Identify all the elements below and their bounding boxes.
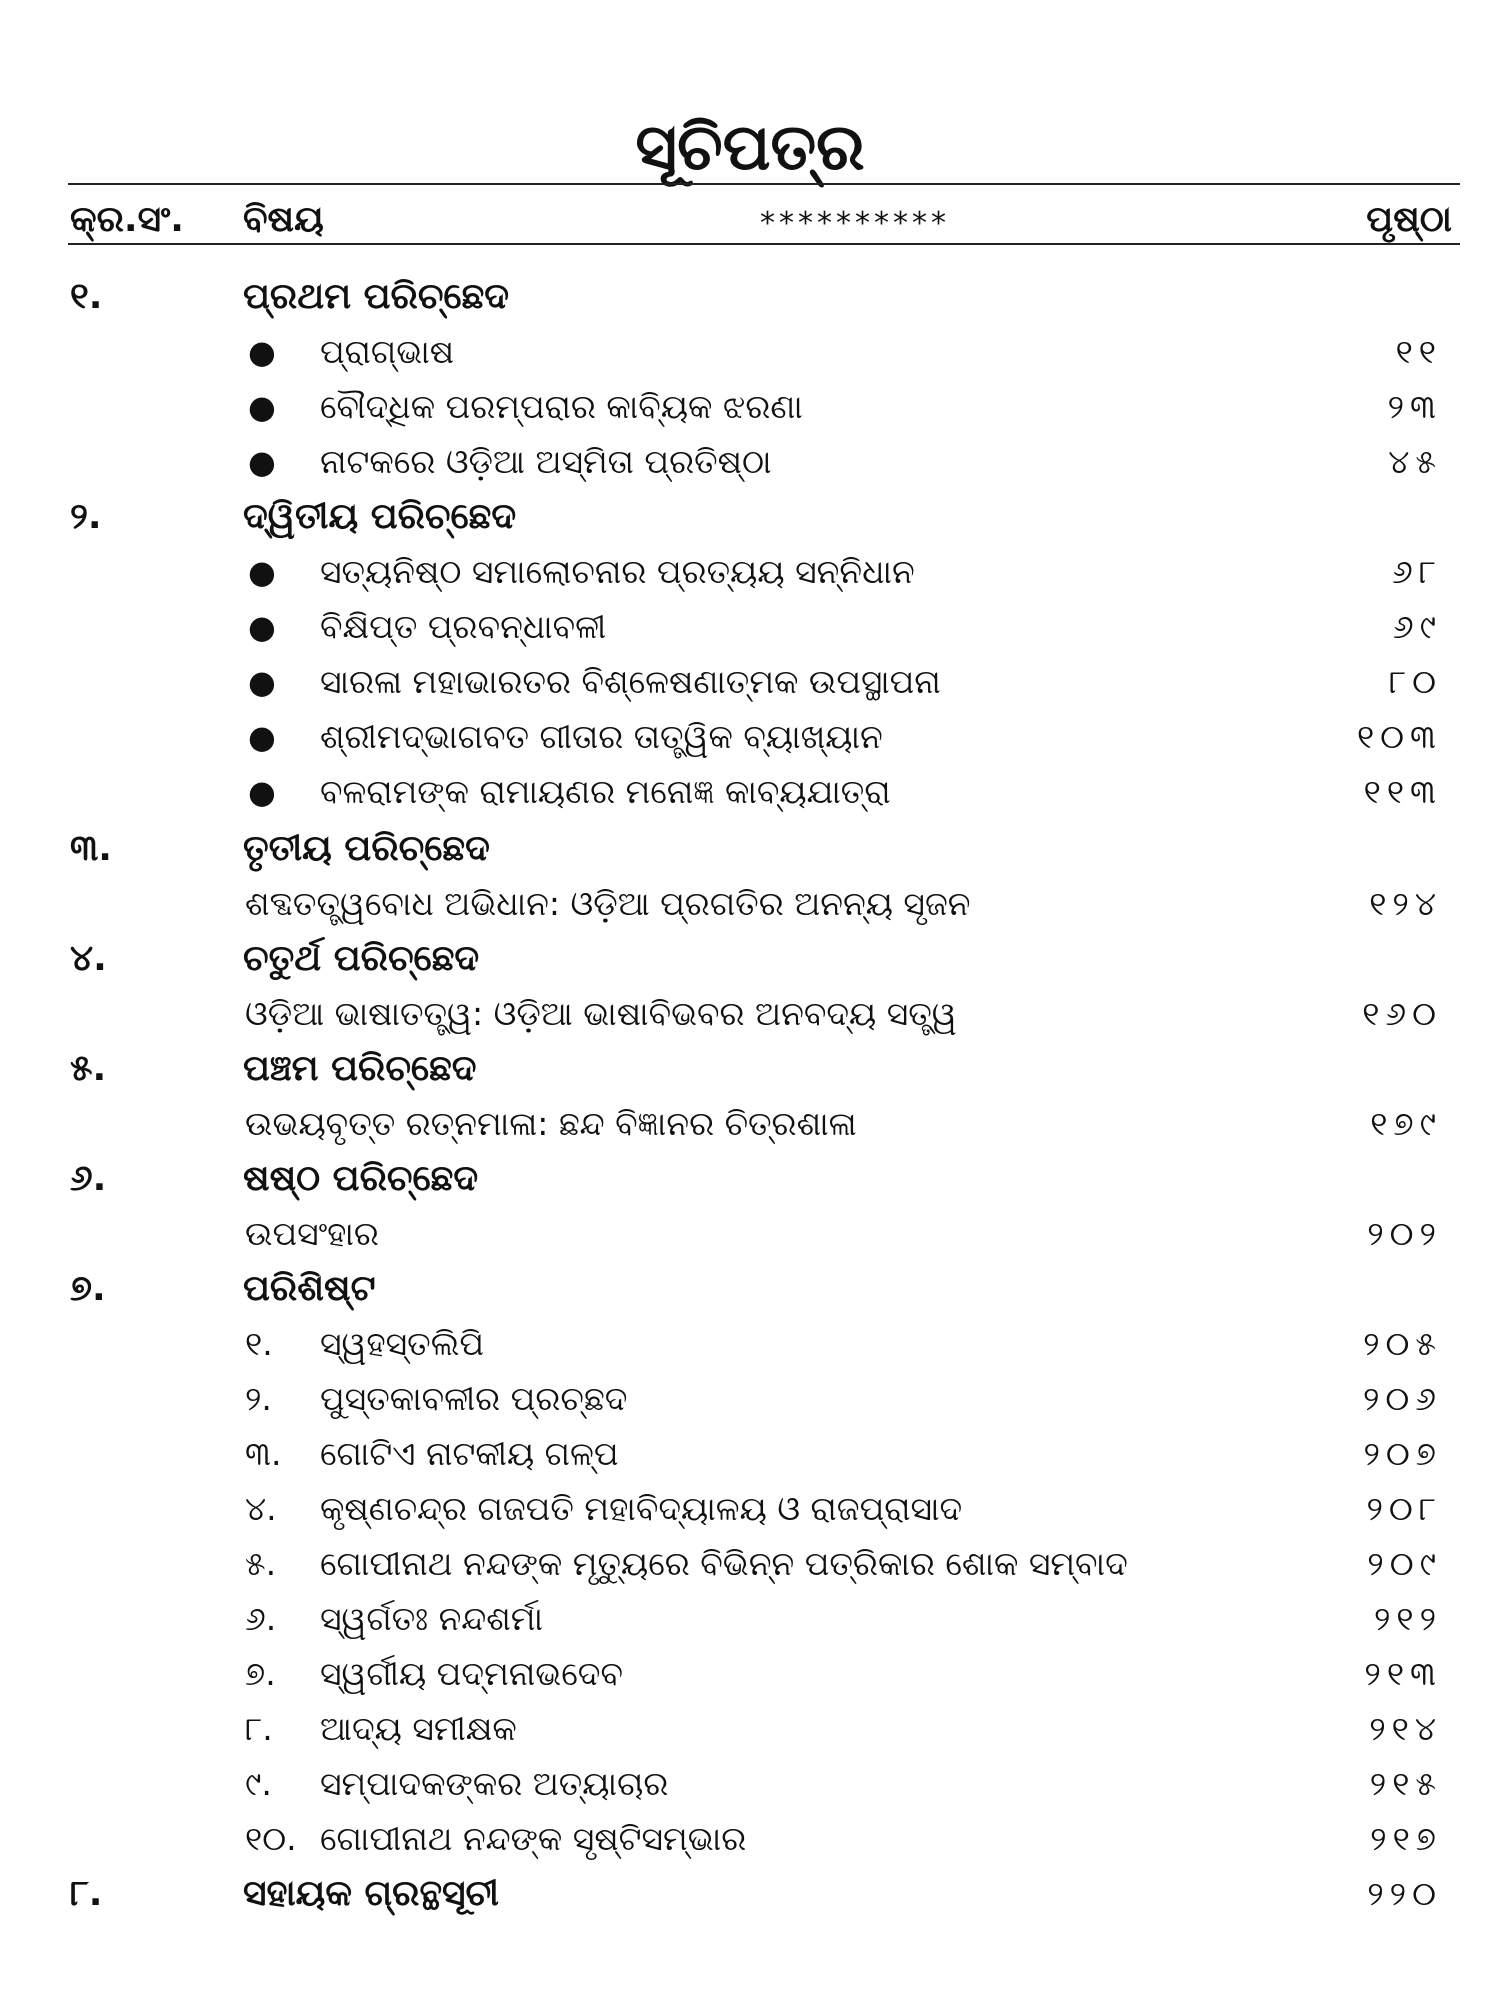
bullet-icon: ● (248, 553, 276, 591)
toc-chapter-2[interactable] (0, 490, 1500, 544)
item-index: ୭. (245, 1654, 276, 1693)
appendix-item[interactable] (0, 1317, 1500, 1371)
item-index: ୫. (245, 1544, 277, 1583)
page-number: ୨୩ (1387, 387, 1442, 426)
item-title: ଆଦ୍ୟ ସମୀକ୍ଷକ (320, 1709, 517, 1748)
header-subject-label: ବିଷୟ (243, 199, 324, 240)
toc-item[interactable] (0, 600, 1500, 654)
header-page-label: ପୃଷ୍ଠା (1366, 199, 1452, 240)
chapter-number: ୭. (70, 1268, 106, 1309)
toc-chapter-4[interactable] (0, 932, 1500, 986)
chapter-number: ୧. (70, 276, 103, 317)
page-number: ୨୧୪ (1369, 1709, 1442, 1748)
chapter-title: ତୃତୀୟ ପରିଚ୍ଛେଦ (243, 828, 490, 869)
appendix-item[interactable] (0, 1702, 1500, 1756)
appendix-item[interactable] (0, 1812, 1500, 1866)
page-number: ୨୦୫ (1363, 1324, 1442, 1363)
page-number: ୨୨୦ (1367, 1874, 1442, 1913)
item-title: ଉଭୟବୃତ୍ତ ରତ୍ନମାଳା: ଛନ୍ଦ ବିଜ୍ଞାନର ଚିତ୍ରଶାଳା (245, 1104, 857, 1143)
item-title: ଶବ୍ଦତତ୍ତ୍ୱବୋଧ ଅଭିଧାନ: ଓଡ଼ିଆ ପ୍ରଗତିର ଅନନ୍ୟ ସୃଜନ (245, 884, 971, 923)
item-index: ୬. (245, 1599, 277, 1638)
page-number: ୨୦୮ (1366, 1489, 1442, 1528)
item-title: ପୁସ୍ତକାବଳୀର ପ୍ରଚ୍ଛଦ (320, 1379, 628, 1418)
page-number: ୨୧୩ (1364, 1654, 1442, 1693)
bullet-icon: ● (248, 718, 276, 756)
toc-item[interactable] (0, 380, 1500, 434)
toc-chapter-8[interactable] (0, 1867, 1500, 1921)
toc-item[interactable] (0, 987, 1500, 1041)
item-title: ବିକ୍ଷିପ୍ତ ପ୍ରବନ୍ଧାବଳୀ (320, 607, 607, 646)
bullet-icon: ● (248, 663, 276, 701)
chapter-number: ୨. (70, 496, 102, 537)
toc-item[interactable] (0, 877, 1500, 931)
appendix-item[interactable] (0, 1592, 1500, 1646)
chapter-title: ସହାୟକ ଗ୍ରନ୍ଥସୂଚୀ (243, 1873, 499, 1914)
toc-item[interactable] (0, 765, 1500, 819)
bullet-icon: ● (248, 773, 276, 811)
chapter-title: ପରିଶିଷ୍ଟ (243, 1268, 376, 1309)
toc-chapter-7[interactable] (0, 1262, 1500, 1316)
toc-chapter-5[interactable] (0, 1042, 1500, 1096)
item-title: ଶ୍ରୀମଦ୍‌ଭାଗବତ ଗୀତାର ତାତ୍ତ୍ୱିକ ବ୍ୟାଖ୍ୟାନ (320, 717, 883, 756)
page-number: ୧୭୯ (1370, 1104, 1442, 1143)
page-number: ୧୧୩ (1363, 772, 1442, 811)
item-title: ସତ୍ୟନିଷ୍ଠ ସମାଲୋଚନାର ପ୍ରତ୍ୟୟ ସନ୍ନିଧାନ (320, 552, 915, 591)
item-index: ୮. (245, 1709, 273, 1748)
toc-item[interactable] (0, 710, 1500, 764)
toc-item[interactable] (0, 1207, 1500, 1261)
header-stars: ********** (760, 206, 950, 241)
page-number: ୨୦୭ (1363, 1434, 1442, 1473)
page-number: ୧୬୦ (1362, 994, 1442, 1033)
toc-chapter-3[interactable] (0, 822, 1500, 876)
page-number: ୨୦୯ (1367, 1544, 1442, 1583)
page-number: ୨୦୬ (1362, 1379, 1442, 1418)
item-title: ସ୍ୱର୍ଗତଃ ନନ୍ଦଶର୍ମା (320, 1599, 544, 1638)
item-index: ୨. (245, 1379, 272, 1418)
item-title: ନାଟକରେ ଓଡ଼ିଆ ଅସ୍ମିତା ପ୍ରତିଷ୍ଠା (320, 442, 772, 481)
item-title: ସମ୍ପାଦକଙ୍କର ଅତ୍ୟାଚାର (320, 1764, 669, 1803)
item-index: ୧. (245, 1324, 273, 1363)
chapter-title: ପଞ୍ଚମ ପରିଚ୍ଛେଦ (243, 1048, 477, 1089)
appendix-item[interactable] (0, 1482, 1500, 1536)
item-title: ବଳରାମଙ୍କ ରାମାୟଣର ମନୋଜ୍ଞ କାବ୍ୟଯାତ୍ରା (320, 772, 891, 811)
chapter-title: ଷଷ୍ଠ ପରିଚ୍ଛେଦ (243, 1158, 479, 1199)
appendix-item[interactable] (0, 1427, 1500, 1481)
chapter-number: ୪. (70, 938, 107, 979)
header-top-rule (68, 183, 1460, 185)
page-number: ୪୫ (1388, 442, 1442, 481)
appendix-item[interactable] (0, 1647, 1500, 1701)
appendix-item[interactable] (0, 1757, 1500, 1811)
appendix-item[interactable] (0, 1537, 1500, 1591)
header-bottom-rule (68, 243, 1460, 245)
item-title: ପ୍ରାଗ୍‌ଭାଷ (320, 332, 455, 371)
item-title: ଗୋପୀନାଥ ନନ୍ଦଙ୍କ ସୃଷ୍ଟିସମ୍ଭାର (320, 1819, 747, 1858)
item-title: କୃଷ୍ଣଚନ୍ଦ୍ର ଗଜପତି ମହାବିଦ୍ୟାଳୟ ଓ ରାଜପ୍ରାସାଦ (320, 1489, 963, 1528)
page-title: ସୂଚିପତ୍ର (635, 111, 865, 185)
item-title: ସ୍ୱର୍ଗୀୟ ପଦ୍ମନାଭଦେବ (320, 1654, 624, 1693)
toc-item[interactable] (0, 325, 1500, 379)
chapter-number: ୮. (70, 1873, 103, 1914)
page-number: ୧୨୪ (1369, 884, 1442, 923)
toc-item[interactable] (0, 655, 1500, 709)
item-title: ଉପସଂହାର (245, 1214, 379, 1253)
toc-item[interactable] (0, 545, 1500, 599)
bullet-icon: ● (248, 388, 276, 426)
chapter-title: ଦ୍ୱିତୀୟ ପରିଚ୍ଛେଦ (243, 496, 517, 537)
item-title: ଗୋଟିଏ ନାଟକୀୟ ଗଳ୍ପ (320, 1434, 619, 1473)
toc-item[interactable] (0, 1097, 1500, 1151)
item-index: ୩. (245, 1434, 282, 1473)
page-number: ୧୧ (1395, 332, 1442, 371)
page-number: ୨୦୨ (1367, 1214, 1442, 1253)
item-title: ସାରଳା ମହାଭାରତର ବିଶ୍ଳେଷଣାତ୍ମକ ଉପସ୍ଥାପନା (320, 662, 941, 701)
toc-chapter-1[interactable] (0, 270, 1500, 324)
page-number: ୨୧୨ (1373, 1599, 1442, 1638)
toc-item[interactable] (0, 435, 1500, 489)
page-number: ୧୦୩ (1356, 717, 1442, 756)
bullet-icon: ● (248, 608, 276, 646)
page-number: ୬୯ (1392, 607, 1442, 646)
chapter-number: ୫. (70, 1048, 107, 1089)
item-index: ୪. (245, 1489, 277, 1528)
item-title: ବୌଦ୍ଧିକ ପରମ୍ପରାର କାବ୍ୟିକ ଝରଣା (320, 387, 803, 426)
item-index: ୯. (245, 1764, 272, 1803)
appendix-item[interactable] (0, 1372, 1500, 1426)
toc-chapter-6[interactable] (0, 1152, 1500, 1206)
page-number: ୨୧୫ (1369, 1764, 1442, 1803)
item-index: ୧୦. (245, 1819, 297, 1858)
chapter-title: ପ୍ରଥମ ପରିଚ୍ଛେଦ (243, 276, 510, 317)
bullet-icon: ● (248, 443, 276, 481)
chapter-number: ୩. (70, 828, 112, 869)
item-title: ଗୋପୀନାଥ ନନ୍ଦଙ୍କ ମୃତ୍ୟୁରେ ବିଭିନ୍ନ ପତ୍ରିକାର ଶୋକ ସମ୍ବାଦ (320, 1544, 1128, 1583)
page-number: ୨୧୭ (1370, 1819, 1442, 1858)
page-number: ୮୦ (1388, 662, 1442, 701)
item-title: ଓଡ଼ିଆ ଭାଷାତତ୍ତ୍ୱ: ଓଡ଼ିଆ ଭାଷାବିଭବର ଅନବଦ୍ୟ ସତ୍ତ୍ୱ (245, 994, 957, 1033)
chapter-title: ଚତୁର୍ଥ ପରିଚ୍ଛେଦ (243, 938, 480, 979)
chapter-number: ୬. (70, 1158, 107, 1199)
bullet-icon: ● (248, 333, 276, 371)
item-title: ସ୍ୱହସ୍ତଲିପି (320, 1324, 485, 1363)
page-number: ୬୮ (1392, 552, 1442, 591)
header-serial-label: କ୍ର.ସଂ. (70, 199, 184, 240)
